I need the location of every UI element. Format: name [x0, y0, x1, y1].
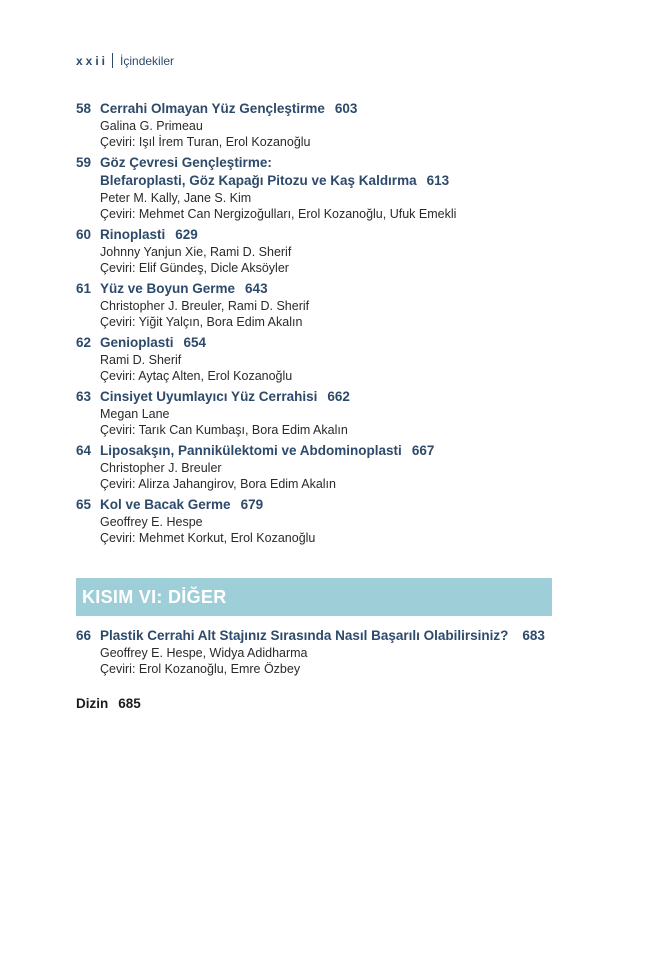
chapter-number: 66 [76, 628, 92, 643]
part-contents [76, 627, 596, 681]
chapter-authors: Peter M. Kally, Jane S. Kim [100, 191, 252, 205]
chapter-authors: Johnny Yanjun Xie, Rami D. Sherif [100, 245, 292, 259]
chapter-page: 667 [411, 443, 435, 458]
chapter-translators: Çeviri: Alirza Jahangirov, Bora Edim Akalın [100, 477, 336, 491]
chapter-number: 63 [76, 389, 92, 404]
chapter-title[interactable]: Kol ve Bacak Germe [100, 497, 231, 512]
chapter-number: 61 [76, 281, 92, 296]
index-label[interactable]: Dizin [76, 696, 109, 711]
chapter-number: 59 [76, 155, 92, 170]
chapter-page: 679 [240, 497, 264, 512]
running-header [76, 53, 174, 68]
toc-entry-66[interactable] [76, 627, 596, 677]
chapter-page: 683 [522, 628, 545, 643]
toc-entry-62[interactable] [76, 334, 576, 384]
part-heading-band [76, 578, 552, 616]
chapter-authors: Megan Lane [100, 407, 170, 421]
toc-entry-64[interactable] [76, 442, 576, 492]
toc-entry-60[interactable] [76, 226, 576, 276]
toc-entry-59[interactable] [76, 154, 576, 222]
page-number: xxii [76, 53, 109, 68]
chapter-translators: Çeviri: Elif Gündeş, Dicle Aksöyler [100, 261, 289, 275]
chapter-number: 58 [76, 101, 92, 116]
table-of-contents [76, 100, 576, 550]
toc-entry-63[interactable] [76, 388, 576, 438]
chapter-title[interactable]: Göz Çevresi Gençleştirme: [100, 155, 272, 170]
toc-entry-58[interactable] [76, 100, 576, 150]
chapter-translators: Çeviri: Tarık Can Kumbaşı, Bora Edim Akalın [100, 423, 348, 437]
chapter-title[interactable]: Rinoplasti [100, 227, 166, 242]
chapter-authors: Rami D. Sherif [100, 353, 182, 367]
chapter-page: 643 [245, 281, 268, 296]
chapter-translators: Çeviri: Işıl İrem Turan, Erol Kozanoğlu [100, 135, 311, 149]
part-title: KISIM VI: DİĞER [82, 586, 227, 607]
chapter-number: 60 [76, 227, 92, 242]
chapter-title[interactable]: Plastik Cerrahi Alt Stajınız Sırasında Nasıl Başarılı Olabilirsiniz? [100, 628, 509, 643]
chapter-authors: Christopher J. Breuler [100, 461, 222, 475]
chapter-translators: Çeviri: Aytaç Alten, Erol Kozanoğlu [100, 369, 293, 383]
index-entry[interactable] [76, 696, 141, 711]
chapter-title[interactable]: Cerrahi Olmayan Yüz Gençleştirme [100, 101, 325, 116]
chapter-title[interactable]: Cinsiyet Uyumlayıcı Yüz Cerrahisi [100, 389, 318, 404]
chapter-number: 65 [76, 497, 92, 512]
chapter-page: 654 [183, 335, 207, 350]
chapter-number: 64 [76, 443, 92, 458]
chapter-page: 603 [334, 101, 358, 116]
chapter-translators: Çeviri: Mehmet Korkut, Erol Kozanoğlu [100, 531, 316, 545]
chapter-translators: Çeviri: Erol Kozanoğlu, Emre Özbey [100, 662, 301, 676]
chapter-translators: Çeviri: Yiğit Yalçın, Bora Edim Akalın [100, 315, 303, 329]
chapter-title[interactable]: Liposakşın, Pannikülektomi ve Abdominoplasti [100, 443, 402, 458]
chapter-title[interactable]: Genioplasti [100, 335, 174, 350]
chapter-authors: Christopher J. Breuler, Rami D. Sherif [100, 299, 310, 313]
index-page: 685 [118, 696, 141, 711]
chapter-authors: Geoffrey E. Hespe [100, 515, 203, 529]
chapter-page: 613 [426, 173, 450, 188]
chapter-authors: Galina G. Primeau [100, 119, 203, 133]
chapter-translators: Çeviri: Mehmet Can Nergizoğulları, Erol Kozanoğlu, Ufuk Emekli [100, 207, 457, 221]
section-label: İçindekiler [120, 53, 175, 68]
chapter-authors: Geoffrey E. Hespe, Widya Adidharma [100, 646, 308, 660]
chapter-title-continued[interactable]: Blefaroplasti, Göz Kapağı Pitozu ve Kaş Kaldırma [100, 173, 417, 188]
header-divider [112, 53, 113, 68]
chapter-page: 629 [175, 227, 198, 242]
chapter-page: 662 [327, 389, 350, 404]
chapter-number: 62 [76, 335, 92, 350]
chapter-title[interactable]: Yüz ve Boyun Germe [100, 281, 236, 296]
toc-entry-61[interactable] [76, 280, 576, 330]
toc-entry-65[interactable] [76, 496, 576, 546]
